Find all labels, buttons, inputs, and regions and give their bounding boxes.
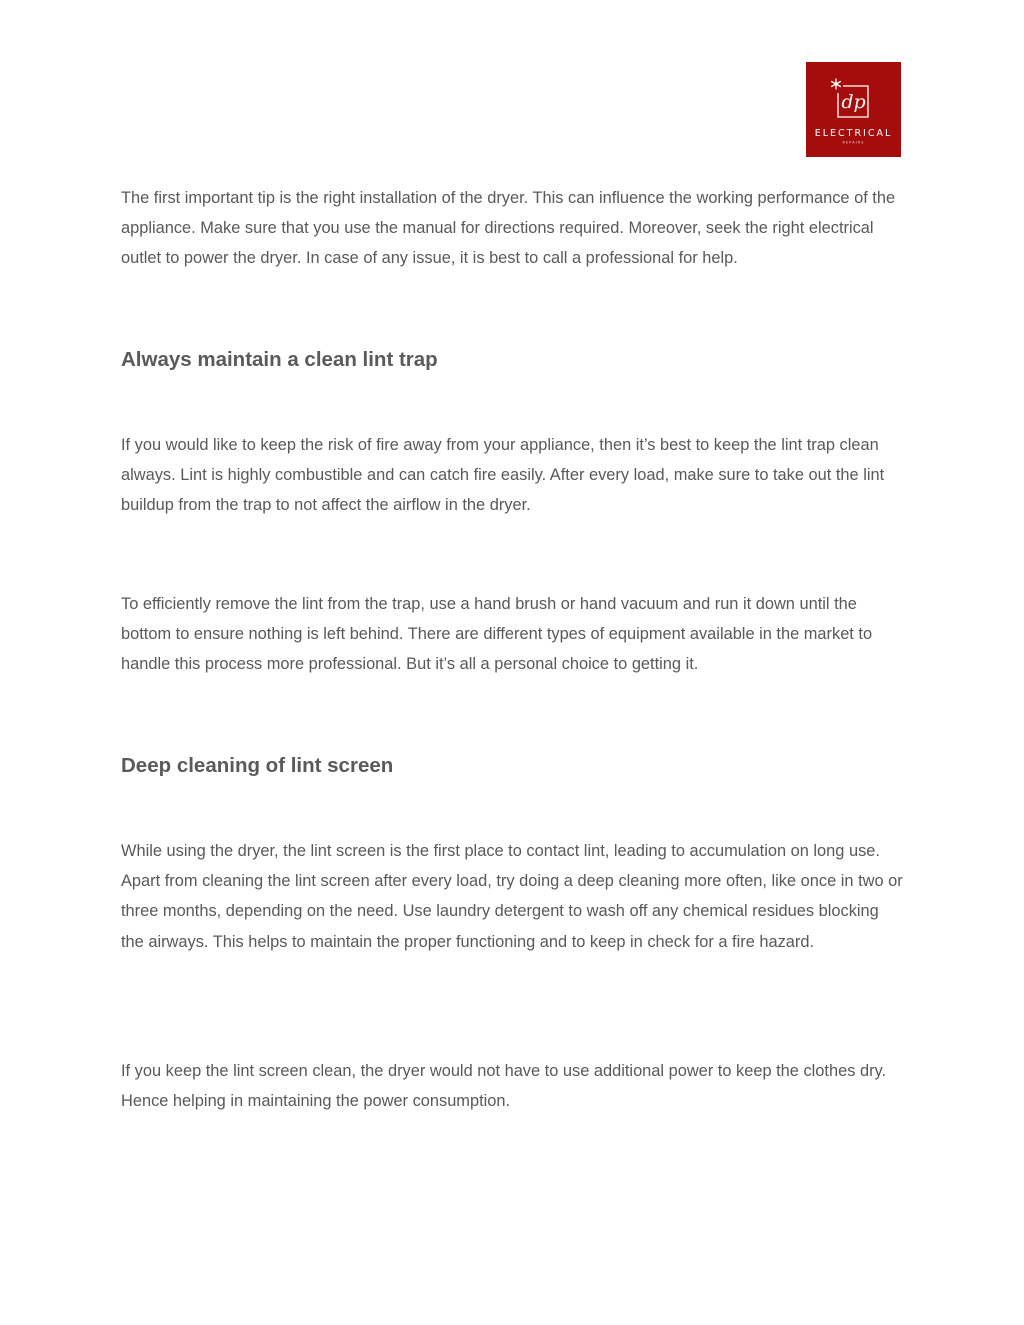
company-logo (806, 62, 901, 157)
logo-monogram: dp (841, 91, 866, 113)
logo-subtext: REPAIRS (842, 140, 865, 145)
paragraph-lint-trap-risk: If you would like to keep the risk of fire away from your appliance, then it’s best to keep the lint trap clean always. Lint is highly combustible and can catch fire easily. After every load, make sure to take out the lint buildup from the trap to not affect the airflow in the dryer. (121, 436, 885, 515)
logo-wordmark: ELECTRICAL (814, 128, 893, 139)
paragraph-deep-cleaning: While using the dryer, the lint screen is the first place to contact lint, leading to accumulation on long use. Apart from cleaning the lint screen after every load, try doing a deep cleaning more often, like once in two or three months, depending on the need. Use laundry detergent to wash off any chemical residues blocking the airways. This helps to maintain the proper functioning and to keep in check for a fire hazard. (121, 842, 903, 951)
logo-graphic (806, 62, 901, 157)
star-icon (832, 79, 841, 89)
intro-paragraph: The first important tip is the right installation of the dryer. This can influence the working performance of the appliance. Make sure that you use the manual for directions required. Moreover, seek the right electrical outlet to power the dryer. In case of any issue, it is best to call a professional for help. (121, 189, 896, 268)
paragraph-power-saving: If you keep the lint screen clean, the dryer would not have to use additional power to keep the clothes dry. Hence helping in maintaining the power consumption. (121, 1062, 887, 1111)
section-heading-lint-trap: Always maintain a clean lint trap (121, 348, 438, 371)
section-heading-lint-screen: Deep cleaning of lint screen (121, 754, 394, 777)
paragraph-lint-removal: To efficiently remove the lint from the trap, use a hand brush or hand vacuum and run it down until the bottom to ensure nothing is left behind. There are different types of equipment available in the market to handle this process more professional. But it’s all a personal choice to getting it. (121, 595, 873, 674)
